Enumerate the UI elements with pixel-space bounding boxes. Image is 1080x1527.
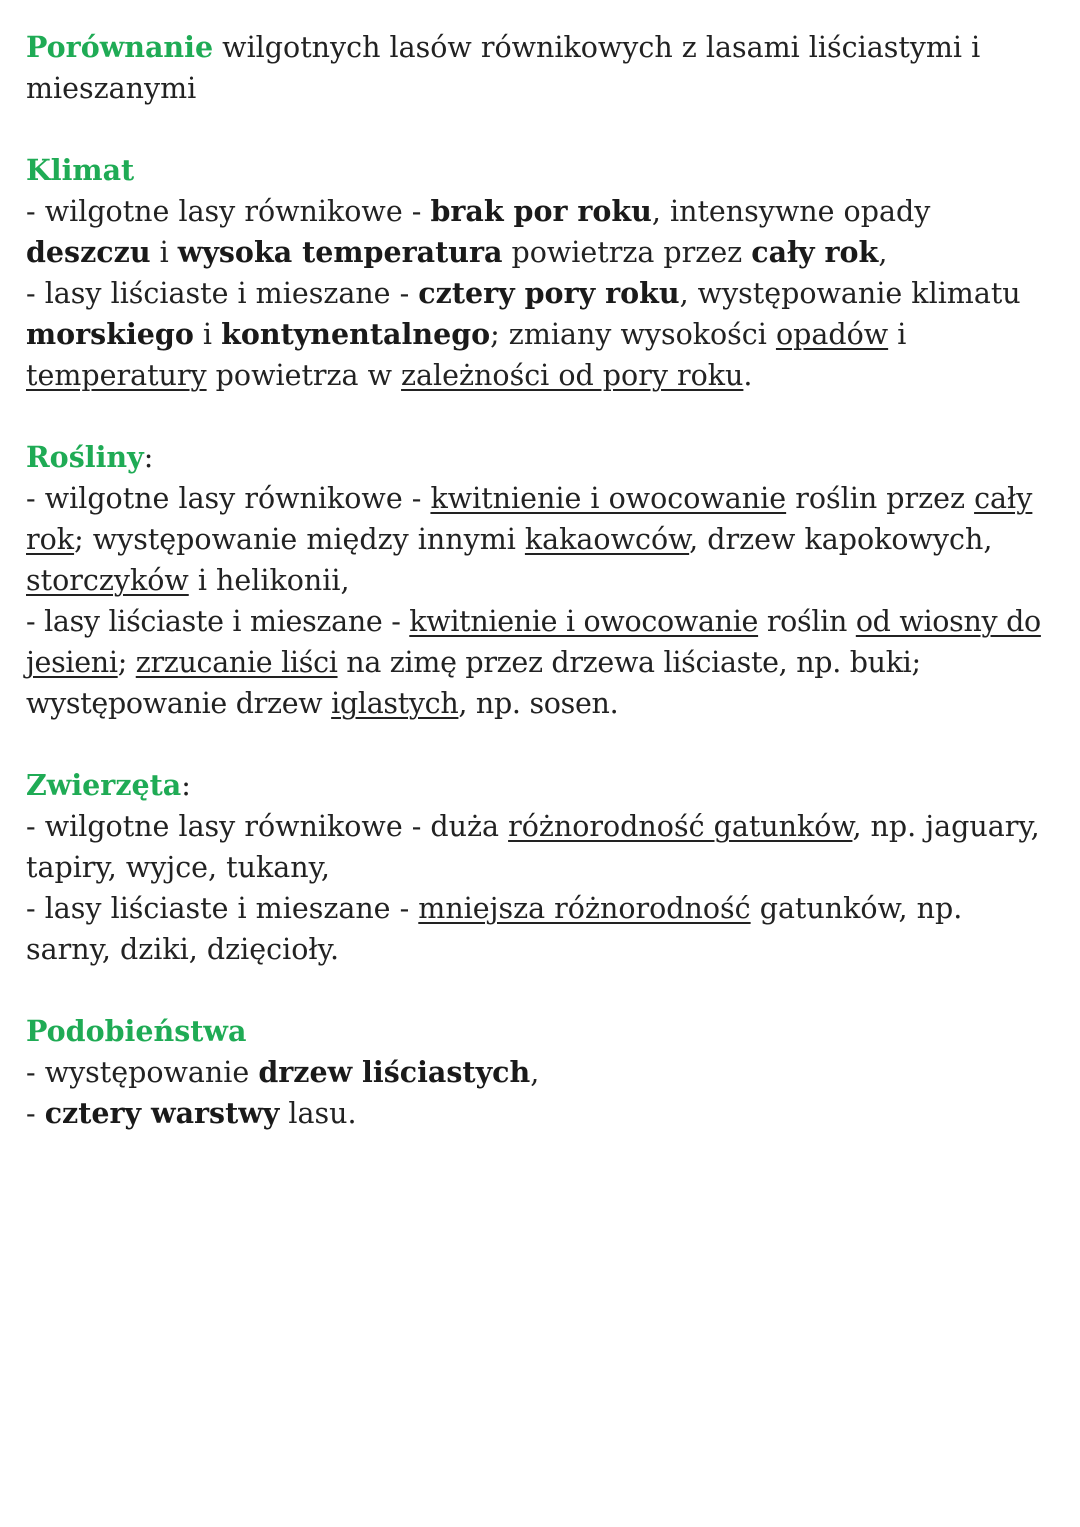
text-run: i helikonii, [188, 564, 350, 597]
text-run: - wilgotne lasy równikowe - [26, 482, 431, 515]
text-run: - lasy liściaste i mieszane - [26, 605, 410, 638]
rosliny-point-lisciaste [26, 601, 1056, 724]
heading-text: Zwierzęta [26, 768, 182, 802]
heading-colon: : [181, 769, 191, 802]
bold-text: cztery warstwy [44, 1096, 280, 1130]
section-heading-klimat: Klimat [26, 153, 135, 187]
section-klimat [26, 150, 1056, 396]
bold-text: cały rok [751, 235, 879, 269]
section-heading-zwierzeta [26, 765, 1056, 806]
text-run: lasu. [279, 1097, 357, 1130]
underlined-text: zależności od pory roku [401, 359, 744, 392]
title-keyword: Porównanie [26, 30, 214, 64]
text-run: - lasy liściaste i mieszane - [26, 277, 419, 310]
bold-text: cztery pory roku [418, 276, 680, 310]
text-run: , [878, 236, 888, 269]
bold-text: morskiego [26, 317, 194, 351]
underlined-text: mniejsza różnorodność [418, 892, 751, 925]
heading-colon: : [143, 441, 154, 474]
underlined-text: kwitnienie i owocowanie [430, 482, 787, 515]
title-rest: wilgotnych lasów równikowych z lasami liściastymi i mieszanymi [26, 31, 981, 105]
underlined-text: różnorodność gatunków [508, 810, 853, 843]
text-run: , np. jaguary, tapiry, wyjce, tukany, [26, 810, 1040, 884]
bold-text: drzew liściastych [258, 1055, 531, 1089]
underlined-text: kwitnienie i owocowanie [409, 605, 759, 638]
underlined-text: temperatury [26, 359, 207, 392]
section-rosliny [26, 437, 1056, 724]
text-run: i [193, 318, 222, 351]
underlined-text: cały rok [26, 482, 1033, 556]
rosliny-point-rownikowe [26, 478, 1056, 601]
text-run: - występowanie [26, 1056, 259, 1089]
underlined-text: storczyków [26, 564, 189, 597]
document-page [26, 27, 1056, 1134]
text-run: gatunków, np. sarny, dziki, dzięcioły. [26, 892, 963, 966]
text-run: - wilgotne lasy równikowe - duża [26, 810, 509, 843]
text-run: roślin przez [786, 482, 975, 515]
klimat-point-lisciaste [26, 273, 1056, 396]
zwierzeta-point-rownikowe [26, 806, 1056, 888]
text-run: - lasy liściaste i mieszane - [26, 892, 419, 925]
text-run: , [530, 1056, 540, 1089]
text-run: , np. sosen. [458, 687, 619, 720]
text-run: , intensywne opady [651, 195, 931, 228]
section-zwierzeta [26, 765, 1056, 970]
text-run: ; [117, 646, 136, 679]
text-run: na zimę przez drzewa liściaste, np. buki; występowanie drzew [26, 646, 921, 720]
section-podobienstwa [26, 1011, 1056, 1134]
klimat-point-rownikowe [26, 191, 1056, 273]
bold-text: wysoka temperatura [177, 235, 503, 269]
text-run: ; zmiany wysokości [490, 318, 776, 351]
podobienstwa-point-2 [26, 1093, 1056, 1134]
text-run: - wilgotne lasy równikowe - [26, 195, 431, 228]
section-heading-rosliny [26, 437, 1056, 478]
underlined-text: iglastych [331, 687, 459, 720]
underlined-text: opadów [775, 318, 889, 351]
text-run: - [26, 1097, 45, 1130]
zwierzeta-point-lisciaste [26, 888, 1056, 970]
heading-text: Rośliny [26, 440, 144, 474]
underlined-text: zrzucanie liści [135, 646, 338, 679]
text-run: powietrza przez [502, 236, 752, 269]
bold-text: kontynentalnego [221, 317, 491, 351]
text-run: i [888, 318, 907, 351]
text-run: roślin [758, 605, 856, 638]
section-heading-podobienstwa: Podobieństwa [26, 1014, 247, 1048]
text-run: powietrza w [206, 359, 402, 392]
underlined-text: kakaowców [524, 523, 690, 556]
document-title [26, 27, 1056, 109]
bold-text: brak por roku [430, 194, 652, 228]
text-run: , drzew kapokowych, [689, 523, 993, 556]
text-run: ; występowanie między innymi [74, 523, 525, 556]
bold-text: deszczu [26, 235, 151, 269]
podobienstwa-point-1 [26, 1052, 1056, 1093]
text-run: , występowanie klimatu [679, 277, 1021, 310]
text-run: i [150, 236, 178, 269]
text-run: . [743, 359, 753, 392]
underlined-text: od wiosny do jesieni [26, 605, 1041, 679]
